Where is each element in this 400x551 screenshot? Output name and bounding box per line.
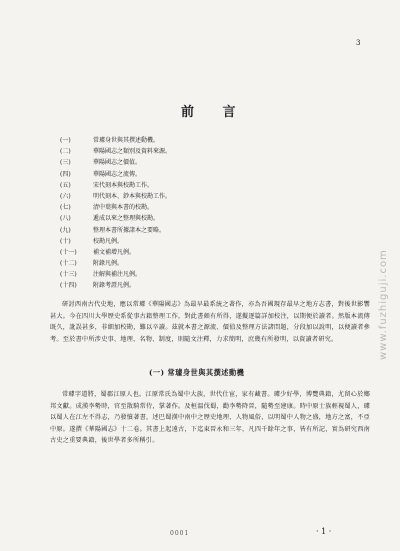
toc-item-number: (二) bbox=[60, 148, 71, 156]
toc-item bbox=[60, 236, 171, 247]
toc-item bbox=[60, 225, 171, 236]
body-paragraph: 常璩字道將，蜀郡江原人也。江原常氏為蜀中大族，世代仕宦，家有藏書。璩少好學，博覽典籍，尤留心於鄉邦文獻。成漢李勢時，官至散騎常侍，掌著作。及桓溫伐蜀，勸李勢降晉，隨勢至建康。時中原士族輕視蜀人，璩以蜀人在江左不得志，乃發憤著書，述巴蜀漢中南中之歷史地理、人物風俗，以明蜀中人物之盛，地方之富，不亞中原。遂撰《華陽國志》十二卷。其書上起遠古，下迄東晉永和三年，凡四千餘年之事，皆有所記，實為研究西南古史之重要典籍，後世學者多所稱引。 bbox=[50, 391, 370, 444]
toc-item bbox=[60, 169, 171, 180]
toc-item-number: (一) bbox=[60, 137, 71, 144]
toc-item-text: 宋代刻本與校勘工作。 bbox=[93, 181, 154, 189]
toc-item bbox=[60, 191, 171, 202]
toc-item-number: (七) bbox=[60, 204, 71, 212]
section-heading: (一) 常璩身世與其撰述動機 bbox=[149, 368, 245, 377]
toc-item-text: 清中葉與本書的校勘。 bbox=[93, 204, 154, 212]
toc-item-text: 常璩身世與其撰述動機。 bbox=[93, 137, 160, 144]
page-number: · 1 · bbox=[316, 527, 332, 536]
toc-item bbox=[60, 135, 171, 146]
toc-item-number: (十) bbox=[60, 237, 71, 245]
watermark-text: www.fuzhiguji.com bbox=[378, 249, 389, 360]
intro-paragraph: 研討西南古代史地，應以常璩《華陽國志》為最早最系統之著作，亦為吾國現存最早之地方志書，對後世影響甚大。今在四川大學歷史系從事古籍整理工作，對此書頗有所得，遂擬逐篇詳加校注，以期便於讀者。然版本流傳既久，訛誤甚多，非細加校勘，難以卒讀。茲就本書之源流、價值及整理方法諸問題，分段加以說明，以便讀者參考。至於書中所涉史事、地理、名物、制度，則隨文注釋，力求簡明，庶幾有所發明，以資讀者研究。 bbox=[50, 301, 370, 343]
toc-item bbox=[60, 247, 171, 258]
toc-item bbox=[60, 269, 171, 280]
toc-item-text: 華陽國志之類別及資料來源。 bbox=[93, 148, 172, 156]
toc-item bbox=[60, 146, 171, 157]
toc-item-number: (十四) bbox=[60, 282, 77, 290]
toc-item-number: (八) bbox=[60, 215, 71, 223]
toc-item-text: 附錄凡例。 bbox=[93, 260, 124, 268]
toc-item bbox=[60, 157, 171, 168]
toc-item-number: (五) bbox=[60, 181, 71, 189]
toc-item-text: 補文補增凡例。 bbox=[93, 248, 136, 256]
toc-item bbox=[60, 213, 171, 224]
toc-item-text: 整理本書所據諸本之要略。 bbox=[93, 226, 166, 234]
toc-item-text: 校勘凡例。 bbox=[93, 237, 124, 245]
toc-item-text: 附錄考證凡例。 bbox=[93, 282, 136, 290]
toc-item-number: (十二) bbox=[60, 260, 77, 268]
toc-item-number: (十三) bbox=[60, 271, 77, 279]
toc-item-text: 注解與補注凡例。 bbox=[93, 271, 142, 279]
toc-item-number: (三) bbox=[60, 159, 71, 167]
toc-item-number: (四) bbox=[60, 170, 71, 178]
toc-item-text: 華陽國志之流傳。 bbox=[93, 170, 142, 178]
toc-item bbox=[60, 280, 171, 291]
toc-item-text: 明代刻本、鈔本與校勘工作。 bbox=[93, 192, 172, 200]
header-mark: 3 bbox=[356, 39, 361, 47]
footer-catalog-number: 0001 bbox=[170, 530, 190, 537]
toc-item bbox=[60, 202, 171, 213]
toc-item-text: 華陽國志之價值。 bbox=[93, 159, 142, 167]
toc-item bbox=[60, 258, 171, 269]
toc-item-text: 遞成以來之整理與校勘。 bbox=[93, 215, 160, 223]
toc-item bbox=[60, 180, 171, 191]
page-title: 前 言 bbox=[181, 105, 248, 120]
toc-item-number: (九) bbox=[60, 226, 71, 234]
toc-item-number: (十一) bbox=[60, 248, 77, 256]
table-of-contents bbox=[60, 135, 171, 292]
toc-item-number: (六) bbox=[60, 192, 71, 200]
